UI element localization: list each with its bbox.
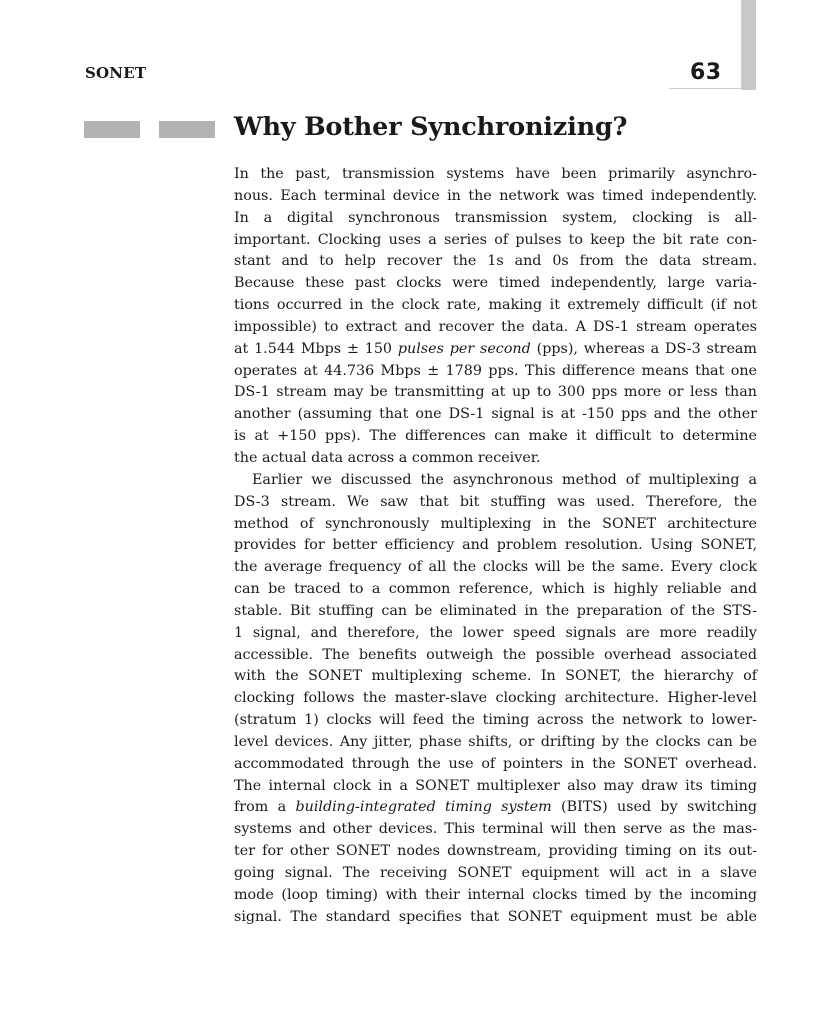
body-line: stant and to help recover the 1s and 0s from the data stream. <box>234 253 757 270</box>
body-line: clocking follows the master-slave clocking architecture. Higher-level <box>234 690 757 707</box>
body-line: In the past, transmission systems have been primarily asynchro- <box>234 166 757 182</box>
section-decoration-bar <box>84 121 140 138</box>
body-line: important. Clocking uses a series of pulses to keep the bit rate con- <box>234 231 757 248</box>
body-line: tions occurred in the clock rate, making it extremely difficult (if not <box>234 297 757 314</box>
page-edge-bar <box>742 0 756 90</box>
body-line: systems and other devices. This terminal will then serve as the mas- <box>234 821 757 838</box>
italic-term: building-integrated timing system <box>295 799 552 816</box>
body-line: mode (loop timing) with their internal clocks timed by the incoming <box>234 886 757 903</box>
page-number: 63 <box>690 60 722 85</box>
body-line: operates at 44.736 Mbps ± 1789 pps. This difference means that one <box>234 362 757 379</box>
body-line: from a building-integrated timing system (BITS) used by switching <box>234 799 758 816</box>
body-line: Earlier we discussed the asynchronous method of multiplexing a <box>252 471 757 488</box>
body-line: is at +150 pps). The differences can make it difficult to determine <box>234 428 757 445</box>
body-line: 1 signal, and therefore, the lower speed signals are more readily <box>234 624 757 641</box>
body-line: The internal clock in a SONET multiplexer also may draw its timing <box>234 777 757 794</box>
body-line: Because these past clocks were timed independently, large varia- <box>234 275 757 292</box>
body-line: another (assuming that one DS-1 signal is at -150 pps and the other <box>234 406 757 423</box>
section-title: Why Bother Synchronizing? <box>234 112 628 142</box>
body-line: level devices. Any jitter, phase shifts, or drifting by the clocks can be <box>234 733 757 750</box>
body-line: (stratum 1) clocks will feed the timing across the network to lower- <box>234 712 757 729</box>
body-line: stable. Bit stuffing can be eliminated in the preparation of the STS- <box>234 602 757 619</box>
body-line: impossible) to extract and recover the data. A DS-1 stream operates <box>234 318 757 335</box>
body-line: the actual data across a common receiver. <box>234 449 541 466</box>
body-line: accommodated through the use of pointers in the SONET overhead. <box>234 755 757 772</box>
body-line: at 1.544 Mbps ± 150 pulses per second (pps), whereas a DS-3 stream <box>234 340 757 357</box>
body-line: provides for better efficiency and problem resolution. Using SONET, <box>234 537 757 554</box>
body-line: can be traced to a common reference, which is highly reliable and <box>234 581 757 598</box>
body-line: DS-1 stream may be transmitting at up to 300 pps more or less than <box>234 384 757 401</box>
body-line: DS-3 stream. We saw that bit stuffing was used. Therefore, the <box>234 493 757 510</box>
running-head: SONET <box>85 64 147 82</box>
italic-term: pulses per second <box>397 340 531 357</box>
body-line: method of synchronously multiplexing in the SONET architecture <box>234 515 757 532</box>
section-decoration-bar <box>159 121 215 138</box>
body-line: signal. The standard specifies that SONET equipment must be able <box>234 908 757 925</box>
body-line: nous. Each terminal device in the network was timed independently. <box>234 187 757 204</box>
body-line: In a digital synchronous transmission system, clocking is all- <box>234 209 757 226</box>
body-text <box>234 164 757 929</box>
body-line: accessible. The benefits outweigh the possible overhead associated <box>234 646 757 663</box>
body-line: ter for other SONET nodes downstream, providing timing on its out- <box>234 843 757 860</box>
body-line: going signal. The receiving SONET equipment will act in a slave <box>234 865 757 881</box>
body-line: the average frequency of all the clocks will be the same. Every clock <box>234 559 757 576</box>
body-line: with the SONET multiplexing scheme. In SONET, the hierarchy of <box>234 668 757 685</box>
